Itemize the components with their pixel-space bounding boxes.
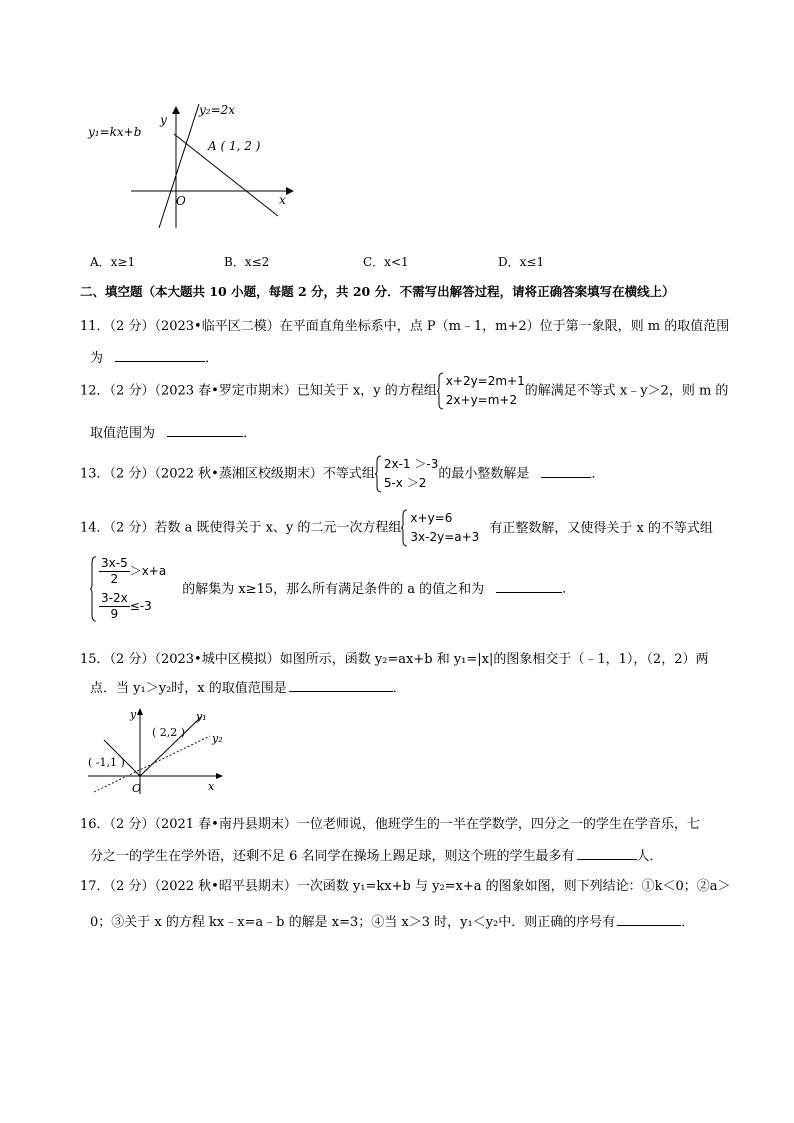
q15-end: ． — [392, 681, 406, 696]
q10-option-b: B．x≤2 — [224, 255, 270, 269]
q14-frac-1-num: 3x-5 — [101, 556, 128, 570]
fig2-x-arrow — [216, 773, 223, 779]
q10-option-d: D．x≤1 — [498, 255, 545, 269]
q12-line-2-text: 取值范围为 — [90, 426, 156, 441]
q16-line-2 — [90, 845, 663, 867]
q17-line-1: 17．（2 分）（2022 秋•昭平县期末）一次函数 y₁=kx+b 与 y₂=x+a 的图象如图，则下列结论：①k＜0；②a＞ — [80, 879, 731, 894]
q10-option-c: C．x<1 — [363, 255, 409, 269]
q17-end: ． — [681, 915, 695, 930]
q16-line-2-text: 分之一的学生在学外语，还剩不足 6 名同学在操场上踢足球，则这个班的学生最多有 — [90, 849, 575, 864]
fig1-point-label: A ( 1, 2 ) — [208, 139, 261, 153]
q16-end: 人． — [636, 849, 663, 864]
q12-line-2 — [90, 422, 256, 444]
q14-tail: 的解集为 x≥15，那么所有满足条件的 a 的值之和为 — [182, 581, 485, 597]
q14-ineq-2-rest: ≤-3 — [129, 599, 152, 613]
q17-line-2 — [90, 911, 694, 933]
q15-answer-blank[interactable] — [289, 677, 393, 692]
section-2-heading: 二、填空题（本大题共 10 小题，每题 2 分，共 20 分．不需写出解答过程，请将正确答案填写在横线上） — [80, 284, 675, 299]
fig2-origin-label: O — [132, 782, 142, 795]
fig2-x-axis-label: x — [208, 780, 215, 793]
fig1-origin-label: O — [176, 194, 186, 208]
q12-pre: 12．（2 分）（2023 春•罗定市期末）已知关于 x，y 的方程组 — [80, 383, 437, 399]
figure-1-graph — [86, 98, 296, 238]
q13-post: 的最小整数解是 — [438, 466, 530, 482]
q14-post: 有正整数解，又使得关于 x 的不等式组 — [489, 520, 713, 536]
q15-line-2-text: 点．当 y₁＞y₂时，x 的取值范围是 — [90, 681, 287, 696]
q14-line-1 — [80, 509, 713, 547]
q13-line — [80, 455, 605, 493]
q13-end: ． — [591, 466, 605, 482]
q10-option-a: A．x≥1 — [90, 255, 136, 269]
q12-system — [437, 372, 525, 410]
q12-brace — [437, 372, 444, 410]
q13-eq1: 2x-1 ＞-3 — [383, 457, 439, 471]
q13-system — [375, 455, 438, 493]
q12-eq2: 2x+y=m+2 — [445, 393, 518, 407]
fig2-point-label-m1-1: ( -1,1 ) — [88, 756, 125, 769]
q15-line-1: 15．（2 分）（2023•城中区模拟）如图所示，函数 y₂=ax+b 和 y₁=|x|的图象相交于（﹣1，1），（2，2）两 — [80, 652, 709, 667]
q11-end: ． — [205, 351, 219, 366]
q13-answer-blank[interactable] — [541, 463, 591, 478]
q13-eq2: 5-x ＞2 — [383, 476, 427, 490]
fig2-y1-label: y₁ — [196, 710, 207, 723]
fig2-point-label-2-2: ( 2,2 ) — [152, 726, 186, 739]
figure-2-graph — [86, 700, 236, 800]
q14-eq1: x+y=6 — [410, 511, 453, 525]
q11-answer-blank[interactable] — [115, 347, 205, 362]
q17-line-2-text: 0；③关于 x 的方程 kx﹣x=a﹣b 的解是 x=3；④当 x＞3 时，y₁＜y₂中．则正确的序号有 — [90, 915, 616, 930]
fig1-x-arrow — [286, 187, 294, 195]
q11-line-2 — [90, 347, 218, 369]
q14-frac-2-den: 9 — [110, 607, 119, 621]
fig1-y1-label: y₁=kx+b — [88, 125, 142, 139]
q14-eq2: 3x-2y=a+3 — [410, 530, 480, 544]
q14-pre: 14．（2 分）若数 a 既使得关于 x、y 的二元一次方程组 — [80, 520, 402, 536]
q14-ineq-1-rest: ＞x+a — [129, 564, 167, 578]
q14-ineq-2 — [99, 591, 166, 622]
q15-line-2 — [90, 677, 406, 699]
fig1-y-arrow — [172, 106, 180, 114]
q14-inequality-system — [90, 556, 166, 622]
q17-answer-blank[interactable] — [617, 911, 681, 926]
q14-frac-1-den: 2 — [110, 572, 119, 586]
fig2-y-axis-label: y — [130, 708, 137, 721]
q14-line-2 — [90, 556, 575, 622]
q14-answer-blank[interactable] — [496, 578, 562, 593]
q11-line-2-text: 为 — [90, 351, 104, 366]
q14-end: ． — [562, 581, 576, 597]
q14-ineq-1 — [99, 556, 166, 587]
q16-line-1: 16．（2 分）（2021 春•南丹县期末）一位老师说，他班学生的一半在学数学，四分之一的学生在学音乐，七 — [80, 817, 700, 832]
q16-answer-blank[interactable] — [577, 845, 637, 860]
q12-answer-blank[interactable] — [167, 422, 243, 437]
fig2-y-arrow — [137, 708, 143, 715]
fig2-y2-label: y₂ — [212, 732, 223, 745]
fig1-y2-label: y₂=2x — [199, 103, 236, 117]
fig1-x-axis-label: x — [279, 193, 286, 207]
q13-brace — [375, 455, 382, 493]
q14-system — [401, 509, 479, 547]
q14-brace — [401, 509, 408, 547]
q14-frac-2 — [99, 591, 130, 622]
fig1-y-axis-label: y — [160, 113, 167, 127]
q14-brace-2 — [90, 556, 97, 622]
q14-frac-2-num: 3-2x — [101, 591, 128, 605]
q12-line-1 — [80, 372, 728, 410]
q12-end: ． — [243, 426, 257, 441]
q14-frac-1 — [99, 556, 130, 587]
q13-pre: 13．（2 分）（2022 秋•蒸湘区校级期末）不等式组 — [80, 466, 375, 482]
q11-line-1: 11．（2 分）（2023•临平区二模）在平面直角坐标系中，点 P（m﹣1，m+2）位于第一象限，则 m 的取值范围 — [80, 319, 730, 334]
q12-eq1: x+2y=2m+1 — [445, 374, 525, 388]
q12-post: 的解满足不等式 x﹣y＞2，则 m 的 — [524, 383, 729, 399]
